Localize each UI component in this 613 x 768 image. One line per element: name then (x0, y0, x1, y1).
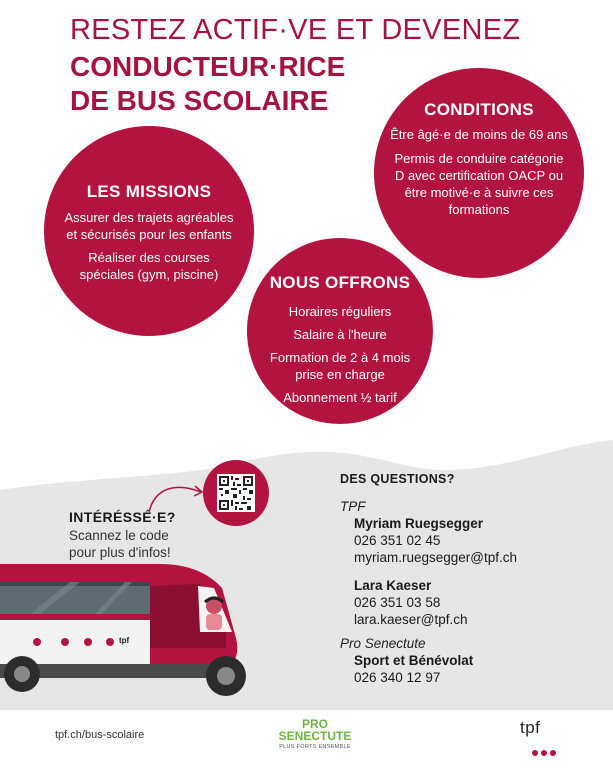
pro-senectute-tagline: PLUS FORTS ENSEMBLE (279, 744, 351, 750)
tpf-logo-dots (532, 743, 559, 761)
contact-email[interactable]: lara.kaeser@tpf.ch (354, 612, 468, 627)
offres-item: Abonnement ½ tarif (283, 390, 397, 405)
contact-phone[interactable]: 026 340 12 97 (354, 670, 441, 685)
offres-item: Salaire à l'heure (293, 327, 387, 342)
title-line-2: CONDUCTEUR·RICE (70, 51, 346, 82)
conditions-heading: CONDITIONS (424, 100, 534, 119)
footer-url-link[interactable]: tpf.ch/bus-scolaire (55, 729, 145, 741)
missions-circle (44, 126, 254, 336)
conditions-item: Être âgé·e de moins de 69 ans (390, 127, 568, 142)
conditions-item: Permis de conduire catégorie D avec certification OACP ou être motivé·e à suivre ces formations (394, 151, 564, 217)
bus-logo-label: tpf (119, 636, 130, 645)
offres-item: Horaires réguliers (288, 304, 392, 319)
pro-senectute-logo-line: SENECTUTE (278, 729, 352, 743)
contact-name: Lara Kaeser (354, 578, 432, 593)
missions-item: Assurer des trajets agréables et sécurisés pour les enfants (64, 210, 234, 242)
pro-senectute-logo (265, 718, 365, 750)
qr-code-icon[interactable] (217, 474, 255, 512)
contact-phone[interactable]: 026 351 02 45 (354, 533, 441, 548)
interest-text (69, 527, 171, 561)
org-name: Pro Senectute (340, 636, 426, 651)
pro-senectute-logo-line: PRO (301, 717, 328, 731)
conditions-circle (374, 68, 584, 278)
contact-dept: Sport et Bénévolat (354, 653, 474, 668)
interest-heading: INTÉRÉSSÉ·E? (69, 509, 176, 525)
offres-item: Formation de 2 à 4 mois prise en charge (269, 350, 411, 382)
tpf-logo: tpf (520, 718, 541, 737)
offres-circle (247, 238, 433, 424)
contact-phone[interactable]: 026 351 03 58 (354, 595, 441, 610)
tpf-contacts (340, 498, 517, 686)
interest-line: pour plus d'infos! (69, 545, 171, 560)
offres-heading: NOUS OFFRONS (269, 273, 411, 292)
interest-line: Scannez le code (69, 528, 169, 543)
questions-heading: DES QUESTIONS? (340, 472, 455, 486)
contact-name: Myriam Ruegsegger (354, 516, 484, 531)
title-line-3: DE BUS SCOLAIRE (70, 85, 329, 116)
school-bus-illustration (0, 558, 250, 708)
org-name: TPF (340, 499, 366, 514)
missions-heading: LES MISSIONS (86, 182, 212, 201)
contact-email[interactable]: myriam.ruegsegger@tpf.ch (354, 550, 518, 565)
title-line-1: RESTEZ ACTIF·VE ET DEVENEZ (70, 14, 521, 46)
missions-item: Réaliser des courses spéciales (gym, piscine) (79, 250, 219, 282)
